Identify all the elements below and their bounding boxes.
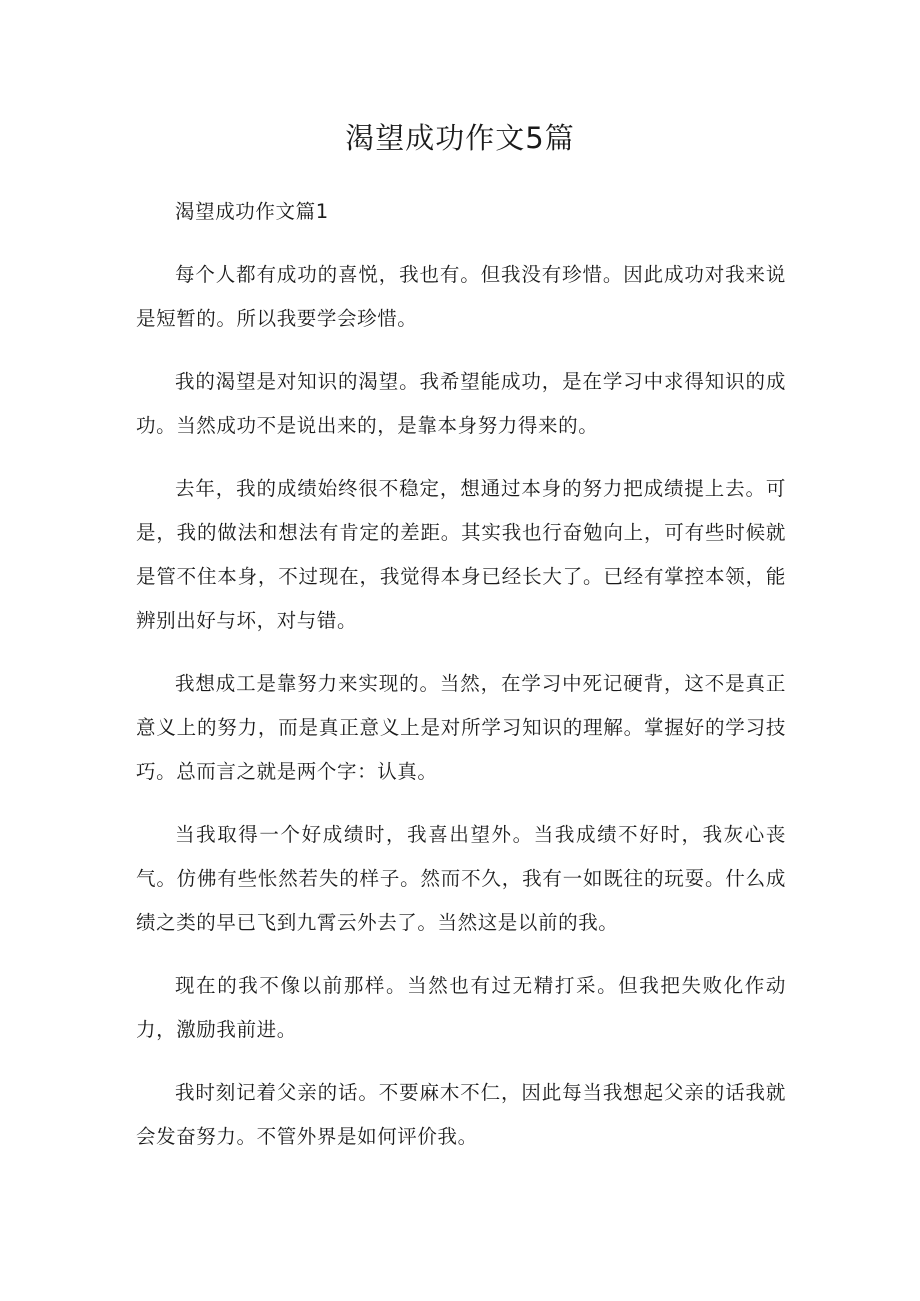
- paragraph: 现在的我不像以前那样。当然也有过无精打采。但我把失败化作动力，激励我前进。: [136, 974, 786, 1041]
- paragraph: 我时刻记着父亲的话。不要麻木不仁，因此每当我想起父亲的话我就会发奋努力。不管外界是如何评价我。: [136, 1081, 786, 1148]
- paragraph: 当我取得一个好成绩时，我喜出望外。当我成绩不好时，我灰心丧气。仿佛有些怅然若失的样子。然而不久，我有一如既往的玩耍。什么成绩之类的早已飞到九霄云外去了。当然这是以前的我。: [136, 823, 786, 934]
- section-heading: 渴望成功作文篇1: [175, 200, 329, 223]
- paragraph: 去年，我的成绩始终很不稳定，想通过本身的努力把成绩提上去。可是，我的做法和想法有肯定的差距。其实我也行奋勉向上，可有些时候就是管不住本身，不过现在，我觉得本身已经长大了。已经有掌控本领，能辨别出好与坏，对与错。: [136, 477, 786, 632]
- document-body: [136, 190, 786, 1178]
- paragraph: 每个人都有成功的喜悦，我也有。但我没有珍惜。因此成功对我来说是短暂的。所以我要学会珍惜。: [136, 263, 786, 330]
- paragraph: 我想成工是靠努力来实现的。当然，在学习中死记硬背，这不是真正意义上的努力，而是真正意义上是对所学习知识的理解。掌握好的学习技巧。总而言之就是两个字：认真。: [136, 672, 786, 783]
- page-title: 渴望成功作文5篇: [345, 121, 575, 155]
- paragraph: 我的渴望是对知识的渴望。我希望能成功，是在学习中求得知识的成功。当然成功不是说出来的，是靠本身努力得来的。: [136, 370, 786, 437]
